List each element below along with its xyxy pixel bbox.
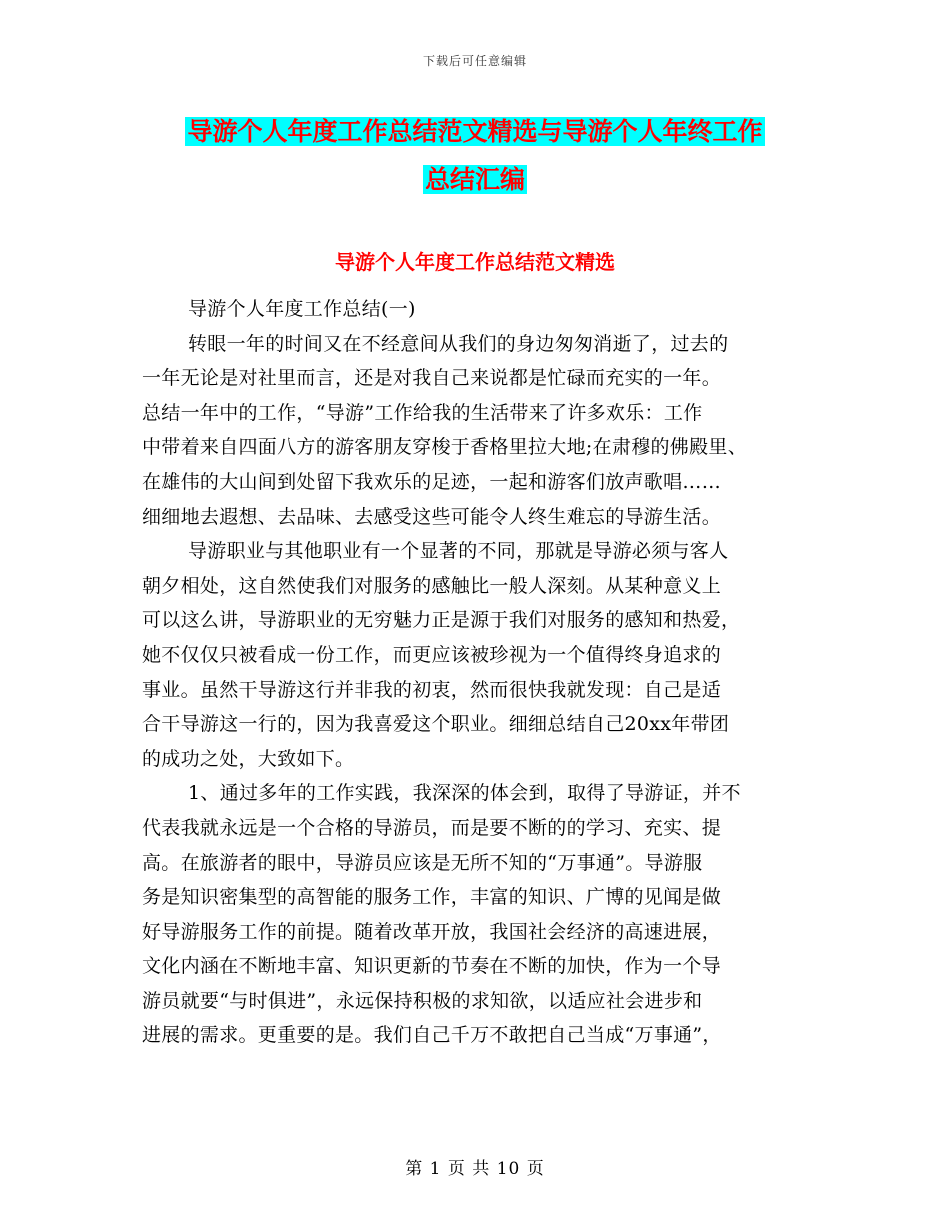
paragraph-line: 好导游服务工作的前提。随着改革开放，我国社会经济的高速进展， — [142, 920, 722, 943]
section-title: 导游个人年度工作总结范文精选 — [335, 250, 615, 274]
paragraph-line: 文化内涵在不断地丰富、知识更新的节奏在不断的加快，作为一个导 — [142, 955, 722, 978]
paragraph-line: 1、通过多年的工作实践，我深深的体会到，取得了导游证，并不 — [188, 782, 741, 805]
paragraph-line: 朝夕相处，这自然使我们对服务的感触比一般人深刻。从某种意义上 — [142, 574, 722, 597]
paragraph-line: 细细地去遐想、去品味、去感受这些可能令人终生难忘的导游生活。 — [142, 505, 722, 528]
paragraph-line: 在雄伟的大山间到处留下我欢乐的足迹，一起和游客们放声歌唱…… — [142, 470, 722, 493]
paragraph-line: 事业。虽然干导游这行并非我的初衷，然而很快我就发现：自己是适 — [142, 678, 722, 701]
paragraph-line: 导游职业与其他职业有一个显著的不同，那就是导游必须与客人 — [188, 540, 729, 563]
paragraph-line: 代表我就永远是一个合格的导游员，而是要不断的的学习、充实、提 — [142, 816, 722, 839]
paragraph-line: 转眼一年的时间又在不经意间从我们的身边匆匆消逝了，过去的 — [188, 332, 729, 355]
subheading: 导游个人年度工作总结(一) — [188, 298, 416, 320]
paragraph-line: 中带着来自四面八方的游客朋友穿梭于香格里拉大地;在肃穆的佛殿里、 — [142, 436, 748, 459]
paragraph-line: 进展的需求。更重要的是。我们自己千万不敢把自己当成“万事通”， — [142, 1024, 722, 1047]
paragraph-line: 游员就要“与时俱进”，永远保持积极的求知欲，以适应社会进步和 — [142, 989, 703, 1012]
page-number: 第 1 页 共 10 页 — [405, 1159, 545, 1179]
document-title-line-1: 导游个人年度工作总结范文精选与导游个人年终工作 — [187, 117, 763, 146]
document-title-line-2: 总结汇编 — [424, 165, 525, 194]
paragraph-line: 高。在旅游者的眼中，导游员应该是无所不知的“万事通”。导游服 — [142, 851, 703, 874]
paragraph-line: 可以这么讲，导游职业的无穷魅力正是源于我们对服务的感知和热爱， — [142, 609, 741, 632]
header-note: 下载后可任意编辑 — [422, 54, 527, 68]
paragraph-line: 一年无论是对社里而言，还是对我自己来说都是忙碌而充实的一年。 — [142, 367, 722, 390]
body-text — [142, 292, 812, 1053]
paragraph-line: 她不仅仅只被看成一份工作，而更应该被珍视为一个值得终身追求的 — [142, 643, 722, 666]
paragraph-line: 合干导游这一行的，因为我喜爱这个职业。细细总结自己20xx年带团 — [142, 713, 730, 736]
paragraph-line: 的成功之处，大致如下。 — [142, 747, 355, 770]
paragraph-line: 总结一年中的工作，“导游”工作给我的生活带来了许多欢乐：工作 — [142, 401, 703, 424]
paragraph-line: 务是知识密集型的高智能的服务工作，丰富的知识、广博的见闻是做 — [142, 886, 722, 909]
document-title — [150, 108, 800, 204]
